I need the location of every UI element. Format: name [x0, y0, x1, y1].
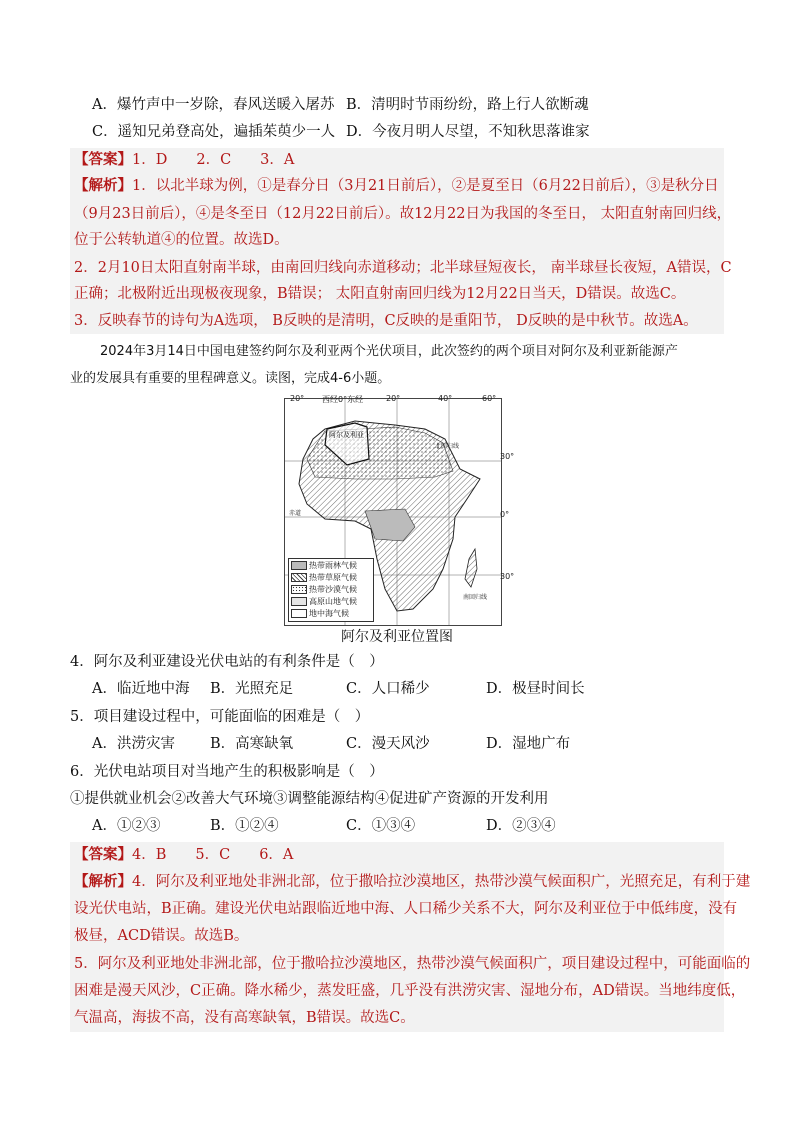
analysis-line-2: （9月23日前后），④是冬至日（12月22日前后）。故12月22日为我国的冬至日， 太阳直射南回归线，	[74, 206, 732, 222]
legend-item	[291, 597, 357, 607]
q6-option-b: B．①②④	[210, 818, 279, 834]
q5-option-a: A．洪涝灾害	[92, 736, 175, 752]
option-a-poem: A．爆竹声中一岁除，春风送暖入屠苏	[92, 97, 335, 113]
option-d-poem: D．今夜月明人尽望，不知秋思落谁家	[346, 124, 590, 140]
intro-line-1: 2024年3月14日中国电建签约阿尔及利亚两个光伏项目，此次签约的两个项目对阿尔及利亚新能源产	[100, 344, 678, 359]
question-4-stem: 4．阿尔及利亚建设光伏电站的有利条件是（ ）	[70, 654, 384, 670]
q4-option-b: B．光照充足	[210, 681, 294, 697]
map-caption: 阿尔及利亚位置图	[341, 629, 453, 645]
map-legend	[288, 558, 374, 622]
analysis-line-3: 位于公转轨道④的位置。故选D。	[74, 232, 289, 248]
q5-option-c: C．漫天风沙	[346, 736, 430, 752]
desert-swatch	[291, 585, 307, 594]
rainforest-swatch	[291, 561, 307, 570]
q4-option-c: C．人口稀少	[346, 681, 430, 697]
tick-right-1: 30°	[500, 452, 515, 461]
legend-item	[291, 573, 357, 583]
mediterranean-swatch	[291, 609, 307, 618]
legend-label: 热带雨林气候	[309, 561, 357, 570]
analysis-label: 【解析】	[74, 873, 132, 890]
legend-label: 高原山地气候	[309, 597, 357, 606]
answer-label: 【答案】	[74, 846, 132, 863]
analysis2-line-3: 极昼，ACD错误。故选B。	[74, 928, 249, 944]
q4-option-d: D．极昼时间长	[486, 681, 585, 697]
q5-option-d: D．湿地广布	[486, 736, 571, 752]
legend-item	[291, 585, 357, 595]
q6-option-a: A．①②③	[92, 818, 161, 834]
analysis-line-4: 2．2月10日太阳直射南半球，由南回归线向赤道移动；北半球昼短夜长， 南半球昼长夜短，A错误，C	[74, 260, 732, 276]
answer-line-2	[74, 845, 293, 865]
analysis2-line-5: 困难是漫天风沙，C正确。降水稀少，蒸发旺盛，几乎没有洪涝灾害、湿地分布，AD错误。当地纬度低，	[74, 983, 746, 999]
question-5-stem: 5．项目建设过程中，可能面临的困难是（ ）	[70, 709, 370, 725]
question-6-stem: 6．光伏电站项目对当地产生的积极影响是（ ）	[70, 764, 384, 780]
intro-line-2: 业的发展具有重要的里程碑意义。读图，完成4-6小题。	[70, 371, 391, 386]
answer-text: 1．D 2．C 3．A	[132, 152, 295, 168]
answer-block-1	[70, 148, 732, 334]
analysis-line-6: 3．反映春节的诗句为A选项， B反映的是清明，C反映的是重阳节， D反映的是中秋节。故选A。	[74, 313, 698, 329]
legend-label: 地中海气候	[309, 609, 349, 618]
tick-right-2: 0°	[500, 510, 510, 519]
highland-swatch	[291, 597, 307, 606]
legend-item	[291, 561, 357, 571]
option-b-poem: B．清明时节雨纷纷，路上行人欲断魂	[346, 97, 589, 113]
answer-block-2	[70, 842, 751, 1032]
analysis-label: 【解析】	[74, 177, 132, 194]
analysis-text: 1．以北半球为例，①是春分日（3月21日前后），②是夏至日（6月22日前后），③是秋分日	[132, 178, 719, 194]
tropic-cancer-label: 北回归线	[435, 443, 460, 450]
legend-item	[291, 609, 349, 619]
q6-option-c: C．①③④	[346, 818, 416, 834]
analysis2-line-4: 5．阿尔及利亚地处非洲北部，位于撒哈拉沙漠地区，热带沙漠气候面积广，项目建设过程中，可能面临的	[74, 956, 751, 972]
analysis-text: 4．阿尔及利亚地处非洲北部，位于撒哈拉沙漠地区，热带沙漠气候面积广，光照充足，有利于建	[132, 874, 751, 890]
tick-top-3: 20°	[386, 394, 401, 403]
q5-option-b: B．高寒缺氧	[210, 736, 294, 752]
tick-top-4: 40°	[438, 394, 453, 403]
tick-top-1: 20°	[290, 394, 305, 403]
q4-option-a: A．临近地中海	[92, 681, 190, 697]
equator-label: 赤道	[289, 510, 302, 517]
algeria-label: 阿尔及利亚	[329, 431, 364, 439]
madagascar	[465, 549, 477, 587]
tropic-capricorn-label: 南回归线	[463, 594, 488, 601]
analysis-line-1	[74, 176, 719, 196]
legend-label: 热带沙漠气候	[309, 585, 357, 594]
legend-label: 热带草原气候	[309, 573, 357, 582]
analysis-line-5: 正确；北极附近出现极夜现象，B错误； 太阳直射南回归线为12月22日当天，D错误。故选C。	[74, 286, 686, 302]
q6-option-d: D．②③④	[486, 818, 556, 834]
question-6-statements: ①提供就业机会②改善大气环境③调整能源结构④促进矿产资源的开发利用	[70, 791, 549, 807]
answer-line-1	[74, 150, 294, 170]
answer-text: 4．B 5．C 6．A	[132, 847, 294, 863]
tick-right-3: 30°	[500, 572, 515, 581]
tick-top-2: 西经0°东经	[322, 395, 364, 404]
option-c-poem: C．遥知兄弟登高处，遍插茱萸少一人	[92, 124, 336, 140]
analysis2-line-1	[74, 872, 750, 892]
answer-label: 【答案】	[74, 151, 132, 168]
analysis2-line-6: 气温高，海拔不高，没有高寒缺氧，B错误。故选C。	[74, 1010, 415, 1026]
tick-top-5: 60°	[482, 394, 497, 403]
savanna-swatch	[291, 573, 307, 582]
analysis2-line-2: 设光伏电站，B正确。建设光伏电站跟临近地中海、人口稀少关系不大，阿尔及利亚位于中低纬度，没有	[74, 901, 738, 917]
